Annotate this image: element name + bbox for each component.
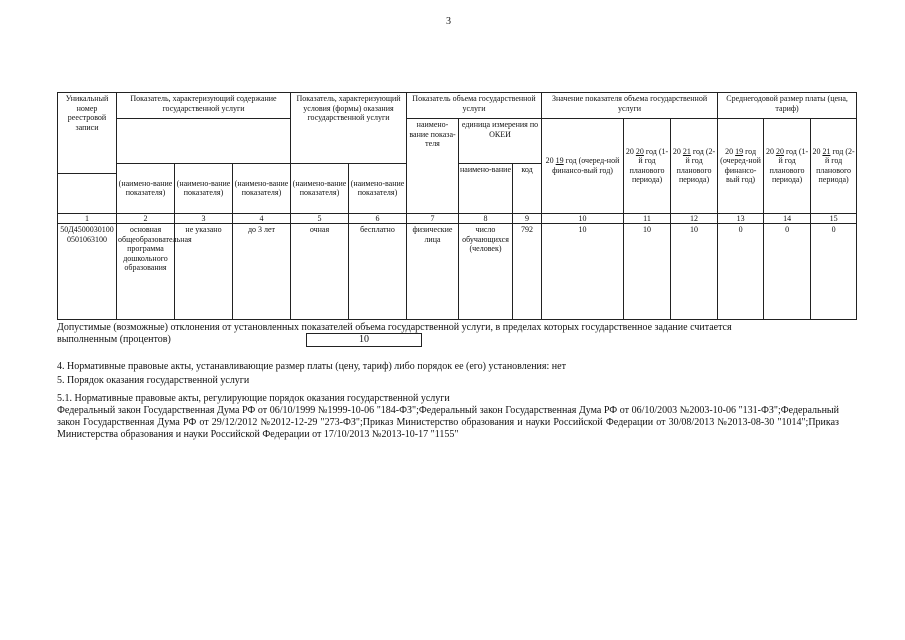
cell-unit-code: 792 <box>513 224 542 320</box>
section-5-1: 5.1. Нормативные правовые акты, регулирующие порядок оказания государственной услуги <box>57 393 450 404</box>
cell-program: основная общеобразовательная программа дошкольного образования <box>117 224 175 320</box>
header-indicator-name: наимено-вание показа-теля <box>407 119 459 214</box>
header-year-plan1: 20 20 год (1-й год планового периода) <box>624 119 671 214</box>
header-unit-code: код <box>513 163 542 213</box>
header-fee-year-current: 20 19 год (очеред-ной финансо-вый год) <box>718 119 764 214</box>
deviation-value: 10 <box>306 333 422 347</box>
cell-unit-name: число обучающихся (человек) <box>459 224 513 320</box>
cell-fee-y1: 0 <box>718 224 764 320</box>
page-number: 3 <box>446 16 451 27</box>
column-number: 13 <box>718 213 764 223</box>
column-number: 9 <box>513 213 542 223</box>
header-year-plan2: 20 21 год (2-й год планового периода) <box>671 119 718 214</box>
header-year-current: 20 19 год (очеред-ной финансо-вый год) <box>542 119 624 214</box>
header-fee-year-plan2: 20 21 год (2-й год планового периода) <box>811 119 857 214</box>
laws-list: Федеральный закон Государственная Дума РФ от 06/10/1999 №1999-10-06 "184-ФЗ";Федеральный закон Государственная Дума РФ от 06/10/2003 №2003-10-06 "131-ФЗ";Федеральный закон Государственная Дума РФ от 29/12/2012 №2012-12-29 "273-ФЗ";Приказ Министерство образования и науки Российской Федерации от 30/08/2013 №2013-08-30 "1014";Приказ Министерства образования и науки Российской Федерации от 17/10/2013 №2013-10-17 "1155" <box>57 405 839 440</box>
service-volume-table <box>57 92 857 320</box>
header-fee-year-plan1: 20 20 год (1-й год планового периода) <box>764 119 811 214</box>
header-unique-number: Уникальный номер реестровой записи <box>58 93 117 174</box>
header-subname-2: (наимено-вание показателя) <box>175 163 233 213</box>
column-number: 6 <box>349 213 407 223</box>
cell-form: очная <box>291 224 349 320</box>
deviation-text: Допустимые (возможные) отклонения от установленных показателей объема государственной услуги, в пределах которых государственное задание считается выполненным (процентов) <box>57 322 732 345</box>
cell-consumers: физические лица <box>407 224 459 320</box>
cell-value-y3: 10 <box>671 224 718 320</box>
cell-value-y1: 10 <box>542 224 624 320</box>
cell-fee-y3: 0 <box>811 224 857 320</box>
column-number: 15 <box>811 213 857 223</box>
column-number: 1 <box>58 213 117 223</box>
column-number: 14 <box>764 213 811 223</box>
header-subname-1: (наимено-вание показателя) <box>117 163 175 213</box>
column-number: 10 <box>542 213 624 223</box>
header-subname-5: (наимено-вание показателя) <box>349 163 407 213</box>
header-content-indicator: Показатель, характеризующий содержание государственной услуги <box>117 93 291 119</box>
cell-c3: не указано <box>175 224 233 320</box>
column-number: 7 <box>407 213 459 223</box>
header-conditions-indicator: Показатель, характеризующий условия (формы) оказания государственной услуги <box>291 93 407 164</box>
cell-fee-y2: 0 <box>764 224 811 320</box>
cell-payment: бесплатно <box>349 224 407 320</box>
header-unit-name: наимено-вание <box>459 163 513 213</box>
column-number: 11 <box>624 213 671 223</box>
header-unit-okei: единица измерения по ОКЕИ <box>459 119 542 164</box>
header-volume-value: Значение показателя объема государственной услуги <box>542 93 718 119</box>
cell-c4: до 3 лет <box>233 224 291 320</box>
column-number: 8 <box>459 213 513 223</box>
section-5: 5. Порядок оказания государственной услуги <box>57 375 250 386</box>
header-subname-4: (наимено-вание показателя) <box>291 163 349 213</box>
column-number: 12 <box>671 213 718 223</box>
cell-value-y2: 10 <box>624 224 671 320</box>
header-average-fee: Среднегодовой размер платы (цена, тариф) <box>718 93 857 119</box>
column-number: 3 <box>175 213 233 223</box>
column-number: 4 <box>233 213 291 223</box>
table-row <box>58 224 857 320</box>
cell-unique-number: 50Д45000301000501063100 <box>58 224 117 320</box>
column-number: 5 <box>291 213 349 223</box>
header-subname-3: (наимено-вание показателя) <box>233 163 291 213</box>
header-content-empty <box>117 119 291 164</box>
section-4: 4. Нормативные правовые акты, устанавливающие размер платы (цену, тариф) либо порядок ее (его) установления: нет <box>57 361 566 372</box>
header-volume-indicator: Показатель объема государственной услуги <box>407 93 542 119</box>
header-unique-empty <box>58 174 117 214</box>
column-number: 2 <box>117 213 175 223</box>
